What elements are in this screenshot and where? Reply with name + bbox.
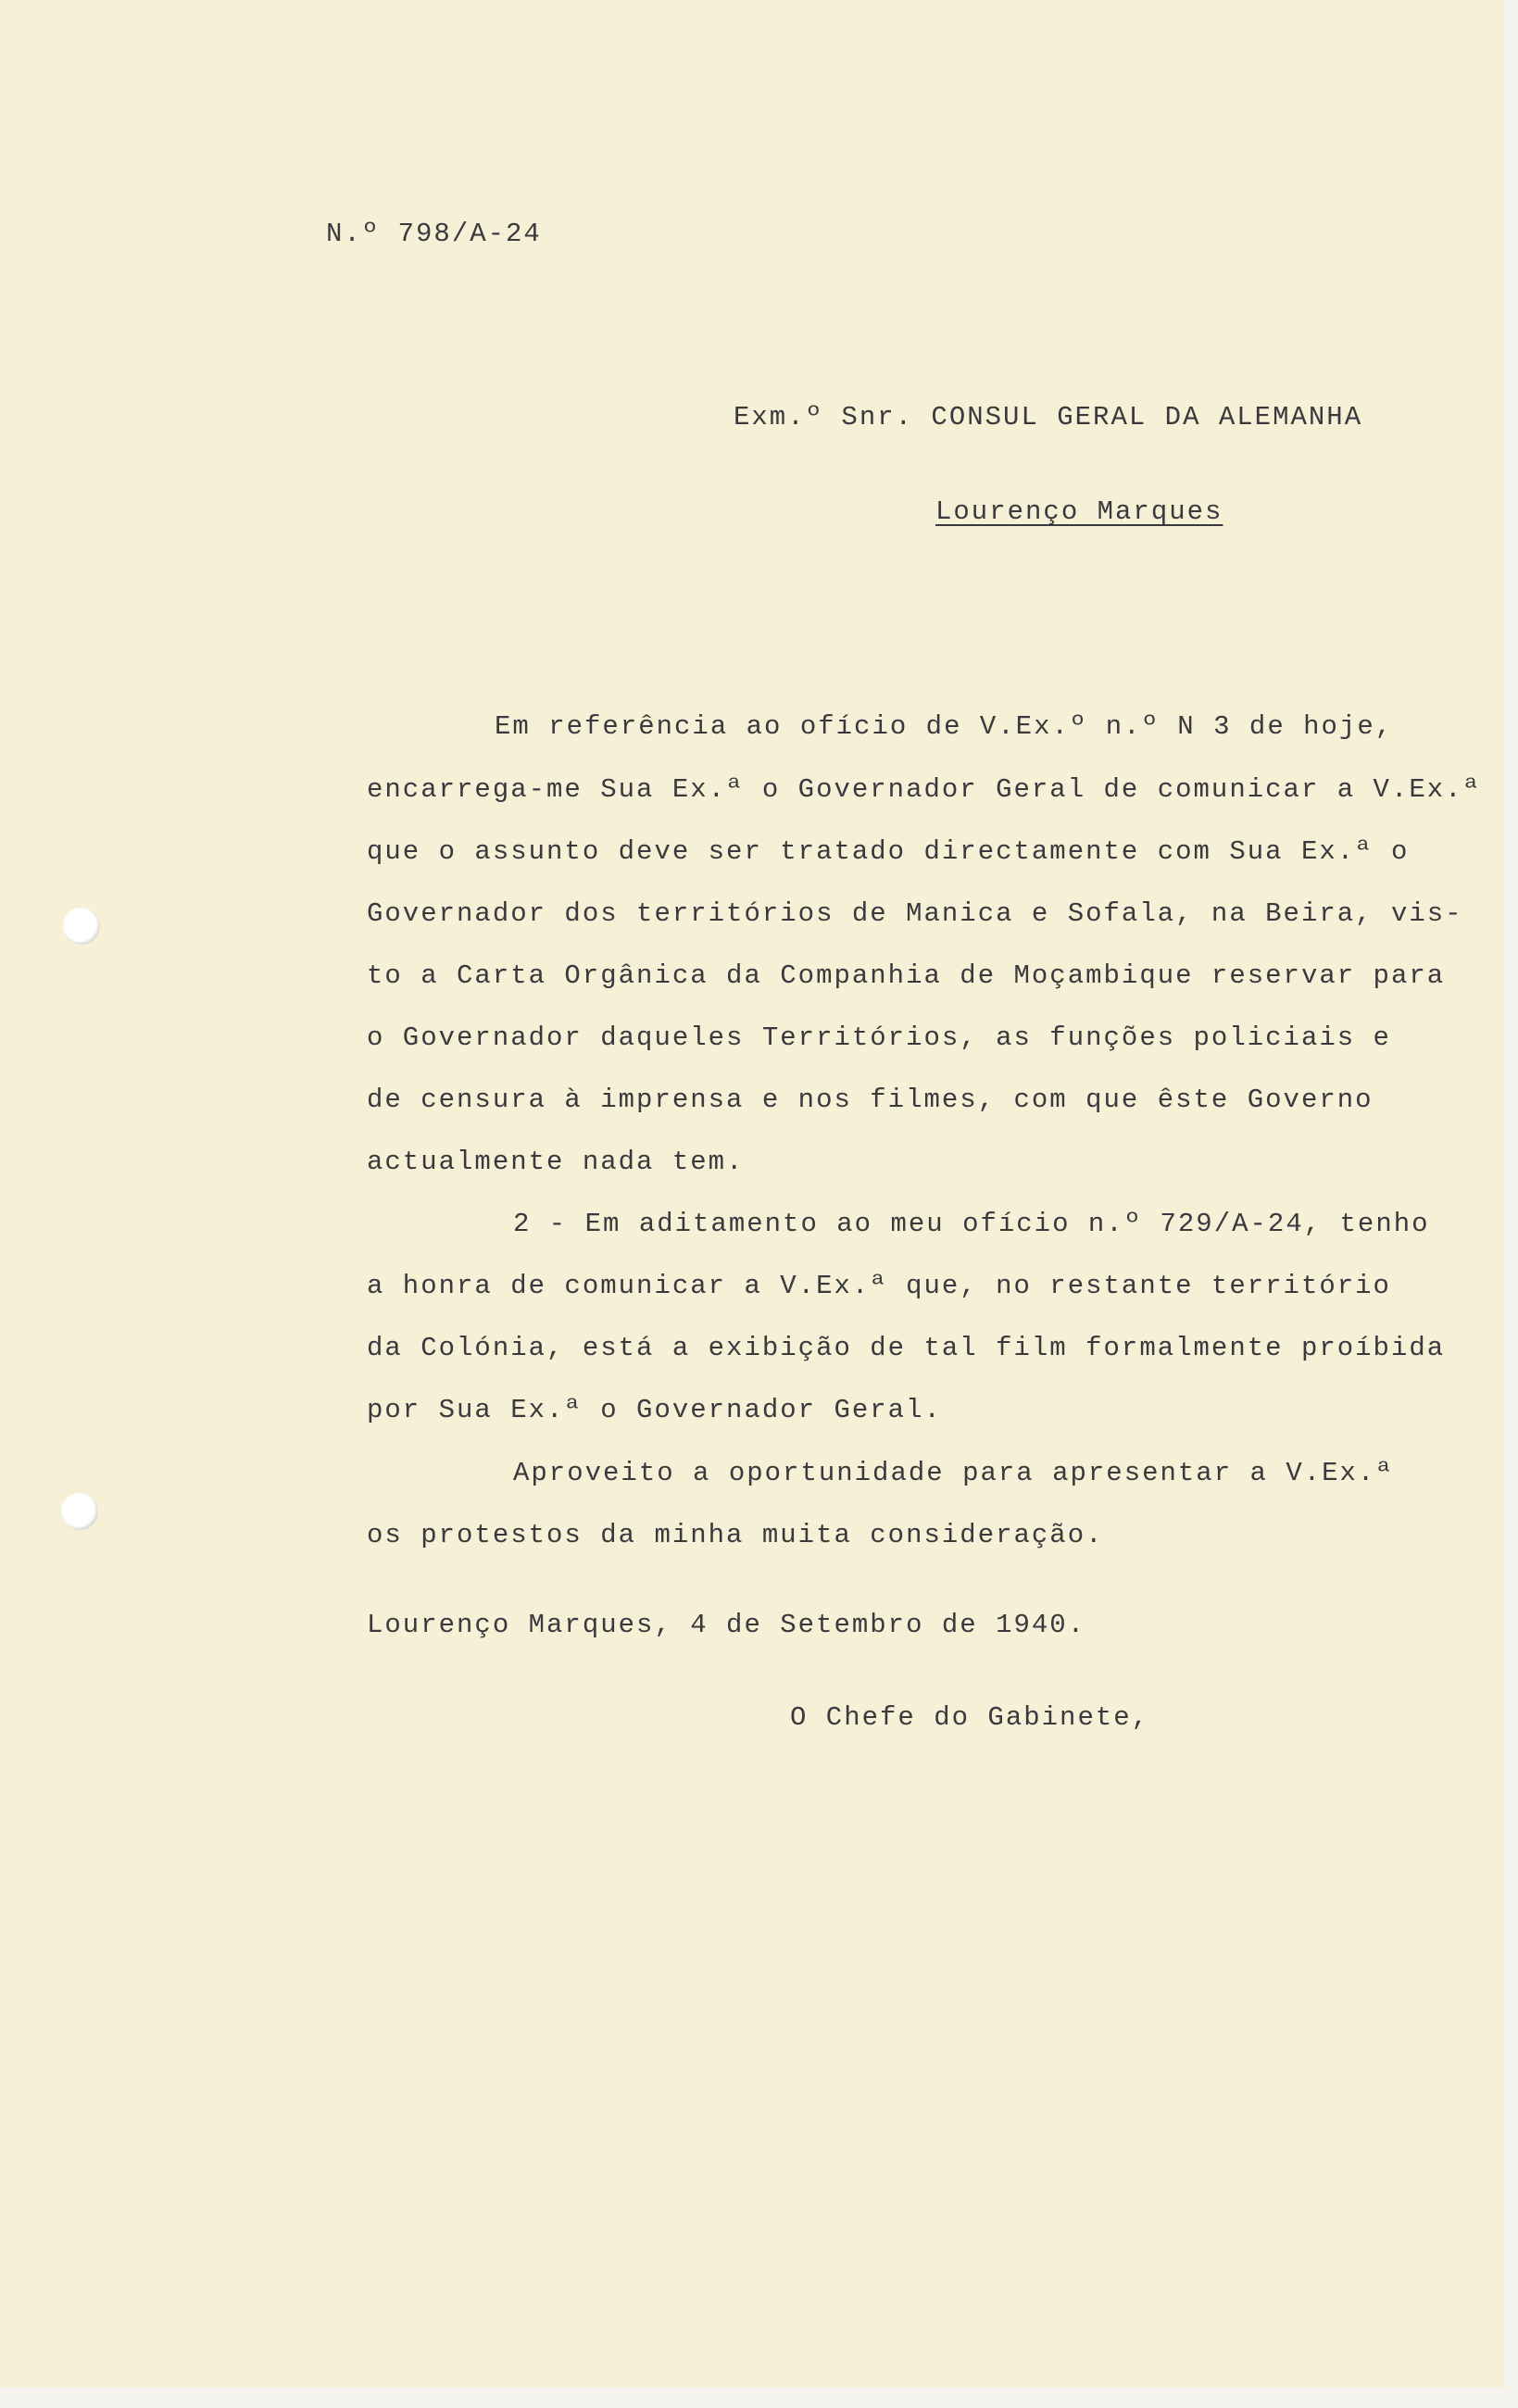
addressee: Exm.º Snr. CONSUL GERAL DA ALEMANHA — [734, 402, 1363, 433]
body-line: Aproveito a oportunidade para apresentar a V.Ex.ª — [513, 1458, 1394, 1488]
addressee-location: Lourenço Marques — [935, 496, 1223, 527]
punch-hole-bottom — [61, 1493, 98, 1530]
body-line: os protestos da minha muita consideração. — [367, 1520, 1104, 1550]
body-line: que o assunto deve ser tratado directamente com Sua Ex.ª o — [367, 836, 1410, 867]
body-line: Em referência ao ofício de V.Ex.º n.º N 3 de hoje, — [495, 711, 1394, 742]
body-line: a honra de comunicar a V.Ex.ª que, no restante território — [367, 1271, 1391, 1301]
body-line: da Colónia, está a exibição de tal film formalmente proíbida — [367, 1333, 1446, 1363]
body-line: Governador dos territórios de Manica e Sofala, na Beira, vis- — [367, 898, 1463, 929]
body-line: de censura à imprensa e nos filmes, com que êste Governo — [367, 1085, 1374, 1115]
place-and-date: Lourenço Marques, 4 de Setembro de 1940. — [367, 1610, 1086, 1640]
body-line: o Governador daqueles Territórios, as funções policiais e — [367, 1022, 1391, 1053]
body-line: to a Carta Orgânica da Companhia de Moçambique reservar para — [367, 960, 1446, 991]
body-line: por Sua Ex.ª o Governador Geral. — [367, 1395, 942, 1425]
signature-line: O Chefe do Gabinete, — [790, 1702, 1150, 1733]
punch-hole-top — [63, 908, 100, 945]
scan-margin-bottom — [0, 2388, 1518, 2408]
scan-margin-right — [1504, 0, 1518, 2408]
body-line: 2 - Em aditamento ao meu ofício n.º 729/A-24, tenho — [513, 1209, 1430, 1239]
body-line: actualmente nada tem. — [367, 1147, 745, 1177]
reference-number: N.º 798/A-24 — [326, 219, 542, 249]
body-line: encarrega-me Sua Ex.ª o Governador Geral de comunicar a V.Ex.ª — [367, 774, 1481, 805]
